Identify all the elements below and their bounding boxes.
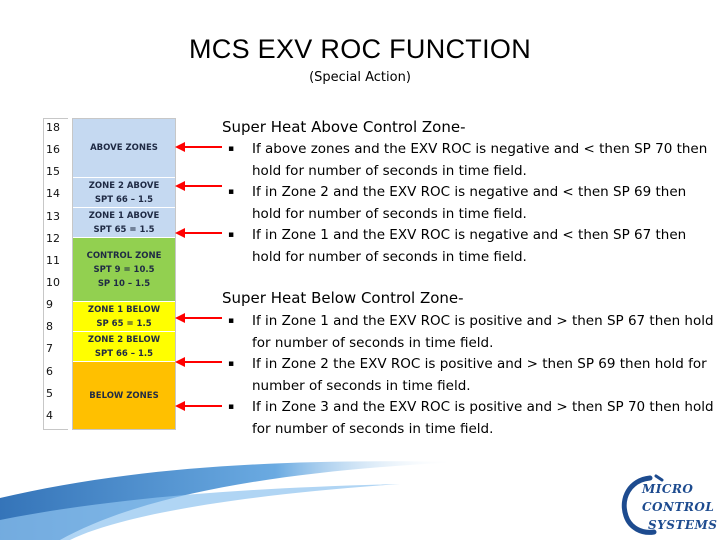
scale-tick: 16 [46,143,60,157]
zone-label: SPT 9 = 10.5 [93,264,155,275]
below-bullet-1: ▪ If in Zone 1 and the EXV ROC is positive and > then SP 67 then hold for number of seconds in time field. [228,313,714,351]
scale-tick: 18 [46,121,60,134]
above-heading: Super Heat Above Control Zone- [222,118,466,136]
zone-label: SP 65 = 1.5 [96,318,152,329]
above-bullet-1: ▪ If above zones and the EXV ROC is negative and < then SP 70 then hold for number of seconds in time field. [228,141,708,179]
logo-line-2: CONTROL [642,500,715,514]
bullet-marker: ▪ [228,359,235,369]
scale-tick: 9 [46,298,53,312]
bullet-marker: ▪ [228,402,235,412]
zone-label: ZONE 1 BELOW [87,304,161,315]
zone-label: SPT 66 – 1.5 [94,348,154,359]
scale-tick: 10 [46,276,60,289]
scale-tick: 6 [46,364,53,378]
scale-tick: 15 [46,165,60,179]
zone-label: ZONE 2 BELOW [87,334,161,345]
scale-tick: 7 [46,342,53,356]
zone-label: SPT 65 = 1.5 [93,224,155,235]
bullet-marker: ▪ [228,230,235,240]
bullet-marker: ▪ [228,316,235,326]
zone-label: BELOW ZONES [89,390,159,401]
zone-label: CONTROL ZONE [86,250,162,261]
zone-label: ABOVE ZONES [90,143,158,153]
above-bullet-3: ▪ If in Zone 1 and the EXV ROC is negative and < then SP 67 then hold for number of seconds in time field. [228,227,687,265]
slide-title: MCS EXV ROC FUNCTION [188,34,531,64]
zone-label: SPT 66 – 1.5 [94,194,154,205]
scale-tick: 5 [46,386,53,400]
below-bullet-2: ▪ If in Zone 2 the EXV ROC is positive and > then SP 69 then hold for number of seconds in time field. [228,356,707,394]
below-heading: Super Heat Below Control Zone- [222,289,464,307]
bullet-marker: ▪ [228,187,235,197]
scale-tick: 8 [46,320,53,334]
above-bullet-2: ▪ If in Zone 2 and the EXV ROC is negative and < then SP 69 then hold for number of seconds in time field. [228,184,687,222]
slide-subtitle: (Special Action) [309,70,411,85]
logo-line-3: SYSTEMS [648,518,718,532]
bullet-marker: ▪ [228,144,235,154]
scale-tick: 12 [46,231,60,245]
mcs-logo [612,468,720,540]
below-bullet-3: ▪ If in Zone 3 and the EXV ROC is positive and > then SP 70 then hold for number of seconds in time field. [228,399,714,437]
scale-tick: 13 [46,209,60,223]
logo-line-1: MICRO [642,482,694,496]
zone-label: ZONE 1 ABOVE [88,210,160,221]
zone-label: ZONE 2 ABOVE [88,180,160,191]
scale-tick: 4 [46,408,53,422]
scale-tick: 11 [46,253,60,267]
scale-tick: 14 [46,187,60,201]
zone-label: SP 10 – 1.5 [97,278,151,289]
